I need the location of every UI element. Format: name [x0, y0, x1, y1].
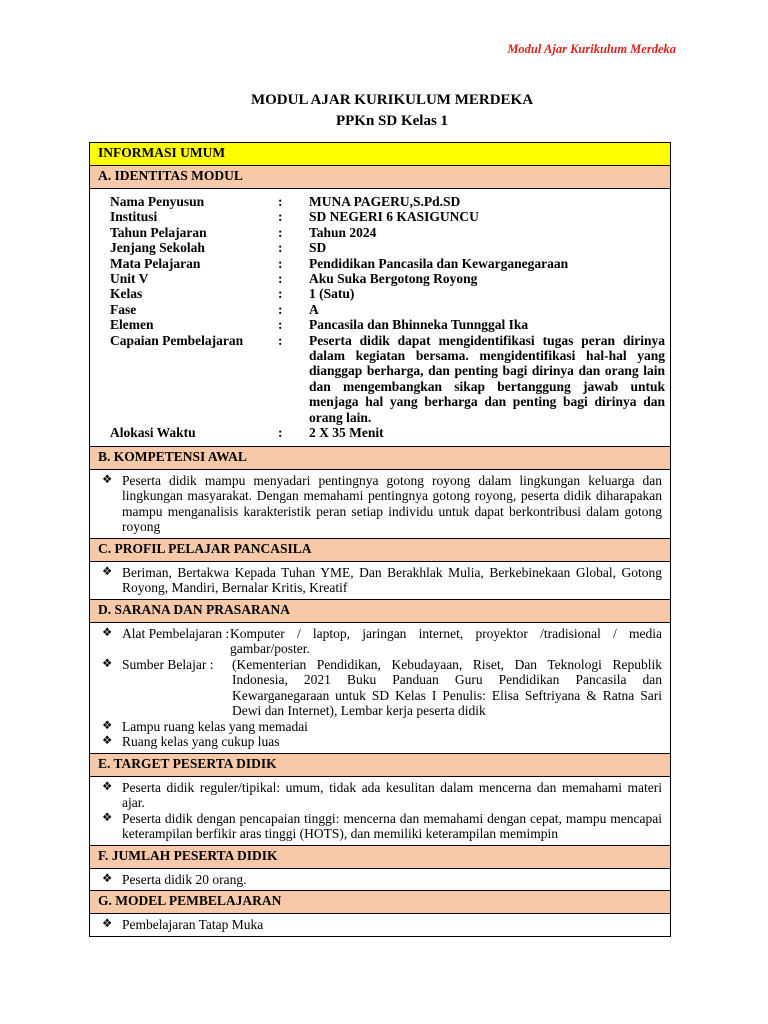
jumlah-body — [90, 868, 671, 891]
sumber-value: (Kementerian Pendidikan, Kebudayaan, Riset, Dan Teknologi Republik Indonesia, 2021 Buku Panduan Guru Pendidikan Pancasila dan Kewarganegaraan untuk SD Kelas I Penulis: Elisa Seftriyana & Ratna Sari Dewi dan Internet), Lembar kerja peserta didik — [232, 656, 662, 718]
identitas-label: Alokasi Waktu — [110, 425, 196, 441]
identitas-colon: : — [278, 240, 283, 256]
section-a-title: A. IDENTITAS MODUL — [98, 168, 243, 183]
section-g-title: G. MODEL PEMBELAJARAN — [98, 893, 282, 908]
alat-key: ❖ Alat Pembelajaran : — [122, 625, 230, 641]
section-e-title: E. TARGET PESERTA DIDIK — [98, 755, 277, 771]
identitas-value: Tahun 2024 — [309, 224, 377, 240]
profil-pancasila-body — [90, 561, 671, 599]
identitas-row — [110, 271, 665, 286]
list-item: ❖ Beriman, Bertakwa Kepada Tuhan YME, Dan Berakhlak Mulia, Berkebinekaan Global, Gotong Royong, Mandiri, Bernalar Kritis, Kreatif — [98, 565, 662, 596]
list-item: ❖ Peserta didik mampu menyadari pentingnya gotong royong dalam lingkungan keluarga dan lingkungan masyarakat. Dengan memahami pentingnya gotong royong, peserta didik diharapakan mampu menganalisis karakteristik peran setiap individu untuk dapat berkontribusi dalam gotong royong — [98, 473, 662, 535]
section-b-header — [90, 446, 671, 469]
identitas-colon: : — [278, 194, 283, 209]
document-subtitle: PPKn SD Kelas 1 — [335, 113, 449, 129]
target-body — [90, 776, 671, 845]
informasi-umum-label: INFORMASI UMUM — [98, 145, 226, 160]
alat-value: Komputer / laptop, jaringan internet, proyektor /tradisional / media gambar/poster. — [230, 625, 662, 656]
identitas-colon: : — [278, 224, 283, 240]
section-g-header — [90, 891, 671, 914]
identitas-modul-body — [90, 189, 671, 447]
identitas-colon: : — [278, 286, 283, 302]
identitas-value: SD — [309, 240, 327, 256]
informasi-umum-header — [90, 143, 671, 166]
document-title-block — [0, 90, 768, 132]
list-item: ❖ Lampu ruang kelas yang memadai — [98, 719, 662, 735]
identitas-label: Elemen — [110, 317, 154, 333]
section-c-title: C. PROFIL PELAJAR PANCASILA — [98, 540, 312, 556]
identitas-row — [110, 240, 665, 255]
identitas-label: Unit V — [110, 271, 149, 287]
section-b-title: B. KOMPETENSI AWAL — [98, 448, 247, 464]
identitas-value: Peserta didik dapat mengidentifikasi tugas peran dirinya dalam kegiatan bersama. mengidentifikasi hal-hal yang dianggap berharga, dan penting bagi dirinya dan orang lain dan mengembangkan sikap bertanggung jawab untuk menjaga hal yang berharga dan penting bagi dirinya dan orang lain. — [309, 332, 665, 425]
identitas-value: 2 X 35 Menit — [309, 425, 384, 441]
list-item: ❖ Peserta didik 20 orang. — [98, 872, 662, 888]
identitas-colon: : — [278, 301, 283, 317]
sumber-key: ❖ Sumber Belajar : — [122, 656, 214, 672]
identitas-label: Mata Pelajaran — [110, 255, 201, 271]
section-e-header — [90, 753, 671, 776]
list-item: ❖ Pembelajaran Tatap Muka — [98, 917, 662, 933]
section-d-header — [90, 599, 671, 622]
list-item: ❖ Peserta didik reguler/tipikal: umum, tidak ada kesulitan dalam mencerna dan memahami materi ajar. — [98, 780, 662, 811]
identitas-label: Fase — [110, 301, 137, 317]
section-a-header — [90, 166, 671, 189]
identitas-value: SD NEGERI 6 KASIGUNCU — [309, 209, 479, 225]
section-f-header — [90, 845, 671, 868]
identitas-label: Tahun Pelajaran — [110, 224, 207, 240]
document-title: MODUL AJAR KURIKULUM MERDEKA — [250, 92, 534, 108]
identitas-value: Pendidikan Pancasila dan Kewarganegaraan — [309, 255, 569, 271]
identitas-row — [110, 256, 665, 271]
identitas-colon: : — [278, 317, 283, 333]
identitas-value: Pancasila dan Bhinneka Tunnggal Ika — [309, 317, 529, 333]
identitas-row — [110, 302, 665, 317]
section-c-header — [90, 538, 671, 561]
identitas-row — [110, 317, 665, 332]
identitas-row — [110, 194, 665, 209]
identitas-row — [110, 333, 665, 425]
module-info-table — [89, 142, 671, 937]
kompetensi-awal-body — [90, 469, 671, 538]
identitas-colon: : — [278, 271, 283, 287]
identitas-label: Jenjang Sekolah — [110, 240, 205, 256]
identitas-label: Capaian Pembelajaran — [110, 332, 244, 348]
identitas-value: Aku Suka Bergotong Royong — [309, 271, 478, 287]
identitas-colon: : — [278, 255, 283, 271]
identitas-row — [110, 209, 665, 224]
sarana-body — [90, 622, 671, 753]
running-header: Modul Ajar Kurikulum Merdeka — [507, 42, 676, 56]
identitas-value: A — [309, 301, 319, 317]
identitas-row — [110, 286, 665, 301]
list-item — [98, 657, 662, 719]
identitas-label: Nama Penyusun — [110, 194, 205, 209]
list-item: ❖ Peserta didik dengan pencapaian tinggi: mencerna dan memahami dengan cepat, mampu mencapai keterampilan berfikir aras tinggi (HOTS), dan memiliki keterampilan memimpin — [98, 811, 662, 842]
list-item: ❖ Ruang kelas yang cukup luas — [98, 734, 662, 750]
section-f-title: F. JUMLAH PESERTA DIDIK — [98, 847, 278, 863]
section-d-title: D. SARANA DAN PRASARANA — [98, 601, 291, 617]
identitas-row — [110, 425, 665, 440]
identitas-colon: : — [278, 425, 283, 441]
identitas-colon: : — [278, 209, 283, 225]
identitas-label: Institusi — [110, 209, 158, 225]
model-body — [90, 914, 671, 937]
list-item — [98, 626, 662, 657]
identitas-value: 1 (Satu) — [309, 286, 355, 302]
identitas-value: MUNA PAGERU,S.Pd.SD — [309, 194, 461, 209]
identitas-colon: : — [278, 332, 283, 348]
identitas-row — [110, 225, 665, 240]
identitas-label: Kelas — [110, 286, 143, 302]
